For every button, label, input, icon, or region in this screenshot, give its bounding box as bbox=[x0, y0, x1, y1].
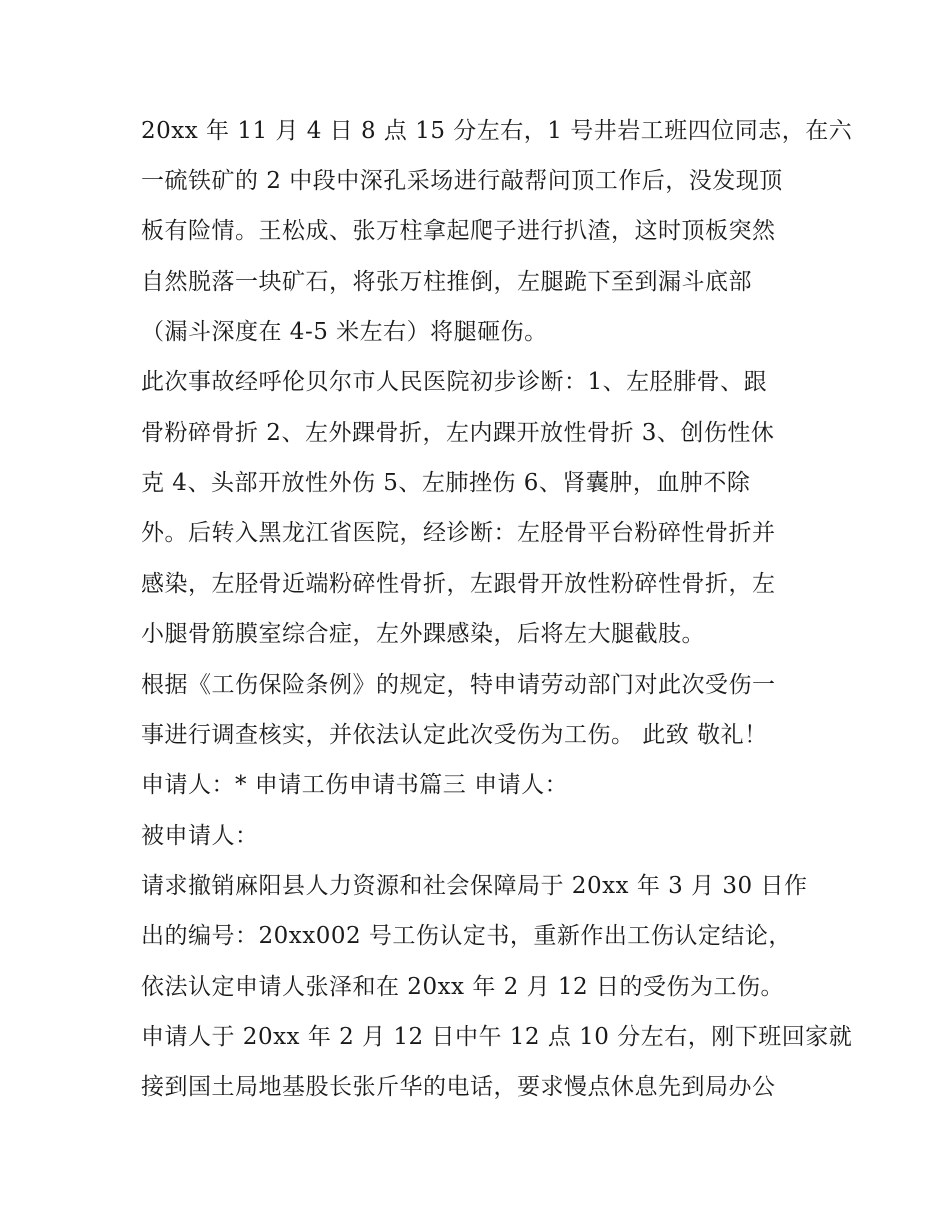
text-line: 出的编号：20xx002 号工伤认定书，重新作出工伤认定结论， bbox=[141, 923, 792, 949]
text-line: 被申请人： bbox=[141, 823, 259, 849]
text-line: 板有险情。王松成、张万柱拿起爬子进行扒渣，这时顶板突然 bbox=[141, 218, 776, 244]
text-line: 克 4、头部开放性外伤 5、左肺挫伤 6、肾囊肿，血肿不除 bbox=[141, 470, 751, 496]
text-line: 骨粉碎骨折 2、左外踝骨折，左内踝开放性骨折 3、创伤性休 bbox=[141, 420, 775, 446]
text-line: 外。后转入黑龙江省医院，经诊断：左胫骨平台粉碎性骨折并 bbox=[141, 520, 776, 546]
text-line: 请求撤销麻阳县人力资源和社会保障局于 20xx 年 3 月 30 日作 bbox=[141, 873, 808, 899]
text-line: （漏斗深度在 4-5 米左右）将腿砸伤。 bbox=[141, 319, 548, 345]
text-line: 接到国土局地基股长张斤华的电话，要求慢点休息先到局办公 bbox=[141, 1074, 776, 1100]
text-line: 依法认定申请人张泽和在 20xx 年 2 月 12 日的受伤为工伤。 bbox=[141, 974, 784, 1000]
text-line: 事进行调查核实，并依法认定此次受伤为工伤。 此致 敬礼！ bbox=[141, 722, 768, 748]
text-line: 此次事故经呼伦贝尔市人民医院初步诊断：1、左胫腓骨、跟 bbox=[141, 369, 768, 395]
text-line: 自然脱落一块矿石，将张万柱推倒，左腿跪下至到漏斗底部 bbox=[141, 269, 752, 295]
text-line: 20xx 年 11 月 4 日 8 点 15 分左右，1 号井岩工班四位同志，在六 bbox=[141, 118, 853, 144]
text-line: 申请人：* 申请工伤申请书篇三 申请人： bbox=[141, 772, 569, 798]
text-line: 感染，左胫骨近端粉碎性骨折，左跟骨开放性粉碎性骨折，左 bbox=[141, 571, 776, 597]
text-line: 小腿骨筋膜室综合症，左外踝感染，后将左大腿截肢。 bbox=[141, 621, 705, 647]
text-line: 申请人于 20xx 年 2 月 12 日中午 12 点 10 分左右，刚下班回家就 bbox=[141, 1024, 853, 1050]
text-line: 根据《工伤保险条例》的规定，特申请劳动部门对此次受伤一 bbox=[141, 672, 776, 698]
text-line: 一硫铁矿的 2 中段中深孔采场进行敲帮问顶工作后，没发现顶 bbox=[141, 168, 783, 194]
